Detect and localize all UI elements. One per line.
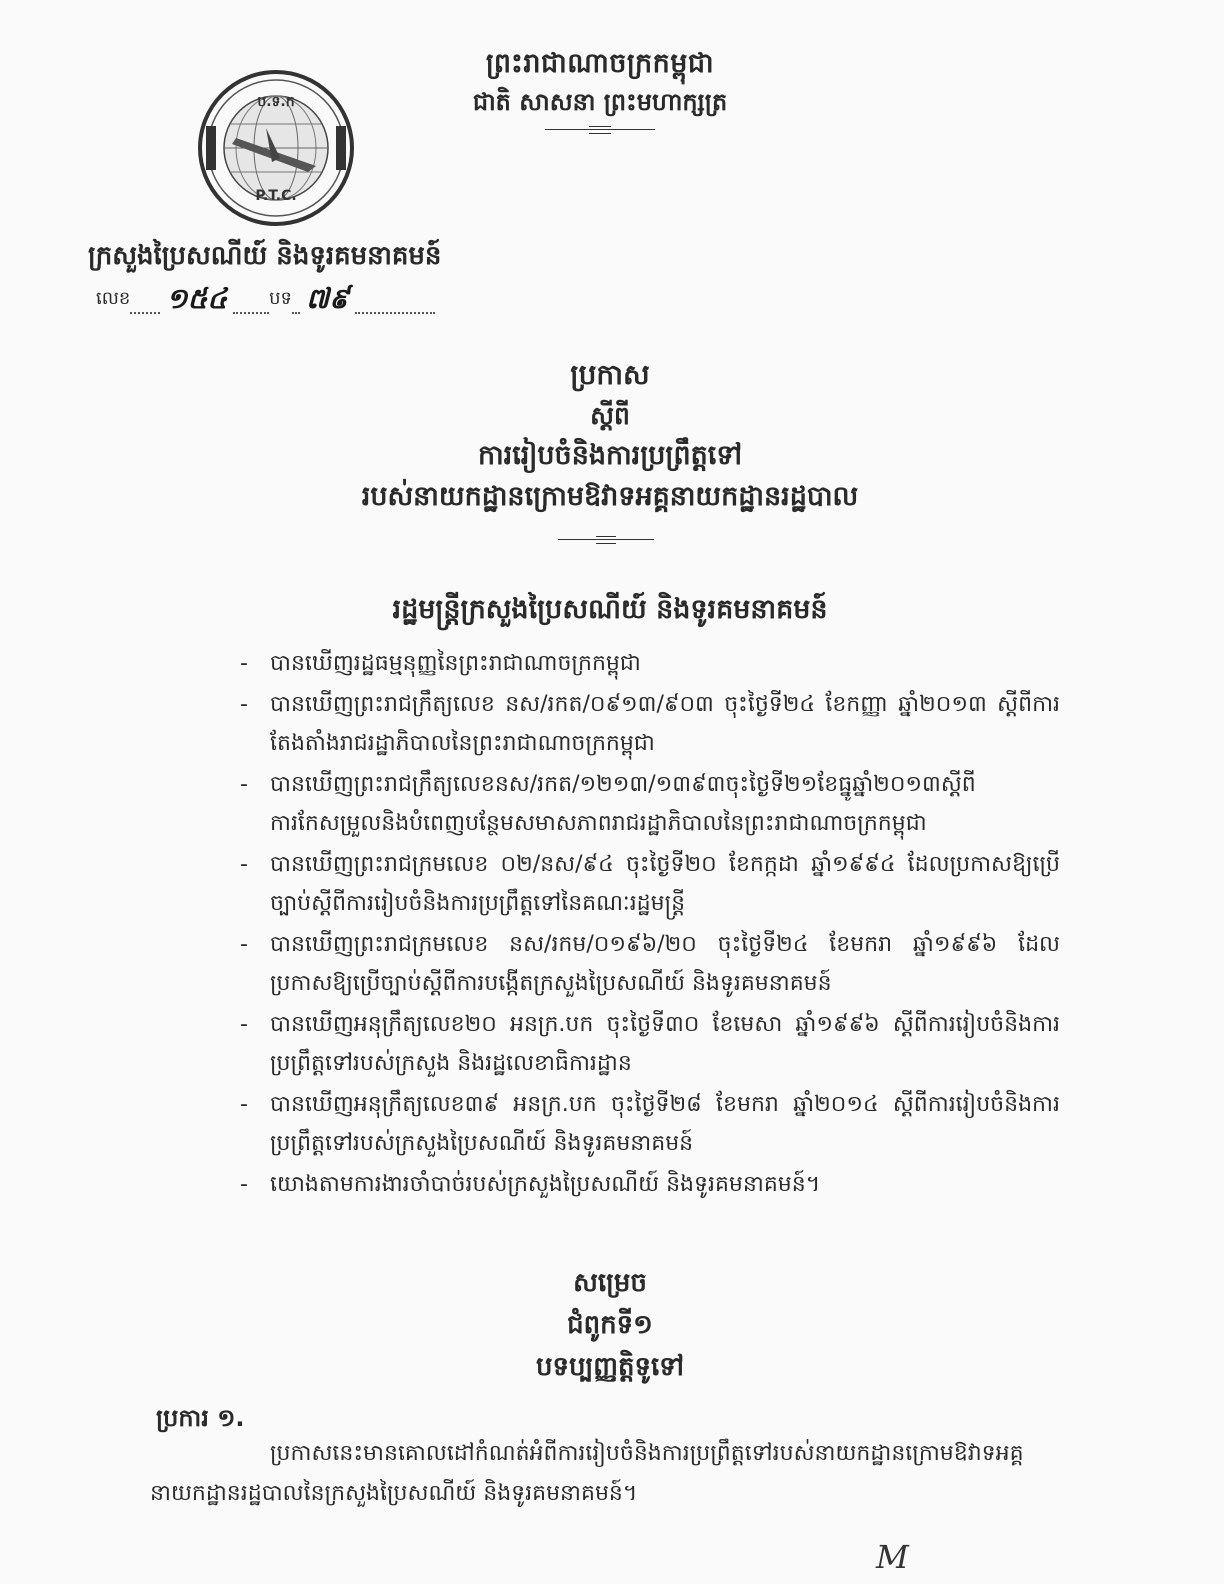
national-motto: ជាតិ សាសនា ព្រះមហាក្សត្រ (472, 88, 728, 116)
kingdom-title: ព្រះរាជាណាចក្រកម្ពុជា (485, 48, 715, 79)
list-item: - បានឃើញអនុក្រឹត្យលេខ៣៩ អនក្រ.បក ចុះថ្ងៃទី២៨ ខែមករា ឆ្នាំ២០១៤ ស្តីពីការរៀបចំនិងការប្រព្រឹត្តទៅរបស់ក្រសួងប្រៃសណីយ៍ និងទូរគមនាគមន៍ (240, 1092, 1060, 1156)
list-item: - យោងតាមការងារចាំបាច់របស់ក្រសួងប្រៃសណីយ៍ និងទូរគមនាគមន៍។ (240, 1172, 821, 1197)
list-item: - បានឃើញព្រះរាជក្រមលេខ ០២/នស/៩៤ ចុះថ្ងៃទី២០ ខែកក្កដា ឆ្នាំ១៩៩៤ ដែលប្រកាសឱ្យប្រើច្បាប់ស្តីពីការរៀបចំនិងការប្រព្រឹត្តទៅនៃគណៈរដ្ឋមន្ត្រី (240, 852, 1060, 916)
ref-no-label: លេខ (96, 288, 131, 309)
reference-number (96, 284, 435, 314)
title-prakas: ប្រកាស (570, 358, 650, 391)
list-item: - បានឃើញព្រះរាជក្រឹត្យលេខ នស/រកត/០៩១៣/៩០៣ ចុះថ្ងៃទី២៤ ខែកញ្ញា ឆ្នាំ២០១៣ ស្តីពីការតែងតាំងរាជរដ្ឋាភិបាលនៃព្រះរាជាណាចក្រកម្ពុជា (240, 692, 1060, 756)
seal-top-text: ប.ទ.ក (257, 94, 295, 110)
article-1-label: ប្រការ ១. (156, 1404, 245, 1432)
seal-bottom-text: P.T.C. (255, 188, 297, 204)
ref-no-value: ១៥៤ (166, 282, 228, 315)
ref-code-value: ៧៩ (305, 282, 349, 315)
ministry-seal-icon (196, 68, 356, 228)
list-item: - បានឃើញរដ្ឋធម្មនុញ្ញនៃព្រះរាជាណាចក្រកម្ពុជា (240, 651, 641, 676)
list-item: - បានឃើញអនុក្រឹត្យលេខ២០ អនក្រ.បក ចុះថ្ងៃទី៣០ ខែមេសា ឆ្នាំ១៩៩៦ ស្តីពីការរៀបចំនិងការប្រព្រឹត្តទៅរបស់ក្រសួង និងរដ្ឋលេខាធិការដ្ឋាន (240, 1012, 1060, 1076)
list-item: - បានឃើញព្រះរាជក្រឹត្យលេខនស/រកត/១២១៣/១៣៩៣ចុះថ្ងៃទី២១ខែធ្នូឆ្នាំ២០១៣ស្តីពីការកែសម្រួលនិងបំពេញបន្ថែមសមាសភាពរាជរដ្ឋាភិបាលនៃព្រះរាជាណាចក្រកម្ពុជា (240, 772, 976, 836)
title-subject-cont: របស់នាយកដ្ឋានក្រោមឱវាទអគ្គនាយកដ្ឋានរដ្ឋបាល (361, 481, 859, 512)
issuing-authority: រដ្ឋមន្ត្រីក្រសួងប្រៃសណីយ៍ និងទូរគមនាគមន៍ (392, 594, 828, 625)
chapter-number: ជំពូកទី១ (567, 1310, 653, 1340)
legal-basis-list (240, 644, 1060, 1206)
handwritten-initial: M (876, 1538, 909, 1576)
ref-code-label: បទ (269, 288, 292, 309)
title-concerning: ស្តីពី (590, 401, 630, 430)
list-item: - បានឃើញព្រះរាជក្រមលេខ នស/រកម/០១៩៦/២០ ចុះថ្ងៃទី២៤ ខែមករា ឆ្នាំ១៩៩៦ ដែលប្រកាសឱ្យប្រើច្បាប់ស្តីពីការបង្កើតក្រសួងប្រៃសណីយ៍ និងទូរគមនាគមន៍ (240, 932, 1060, 996)
chapter-title: បទប្បញ្ញត្តិទូទៅ (535, 1352, 685, 1382)
ornament-divider (545, 124, 655, 134)
decision-title: សម្រេច (573, 1268, 647, 1298)
document-title (300, 354, 920, 518)
decision-heading (420, 1262, 800, 1388)
kingdom-header (430, 44, 770, 134)
ministry-name: ក្រសួងប្រៃសណីយ៍ និងទូរគមនាគមន៍ (88, 241, 442, 271)
title-subject: ការរៀបចំនិងការប្រព្រឹត្តទៅ (477, 440, 743, 471)
article-1-body: ប្រកាសនេះមានគោលដៅកំណត់អំពីការរៀបចំនិងការប្រព្រឹត្តទៅរបស់នាយកដ្ឋានក្រោមឱវាទអគ្គនាយកដ្ឋានរដ្ឋបាលនៃក្រសួងប្រៃសណីយ៍ និងទូរគមនាគមន៍។ (150, 1441, 1024, 1506)
ornament-divider-2 (558, 534, 654, 544)
